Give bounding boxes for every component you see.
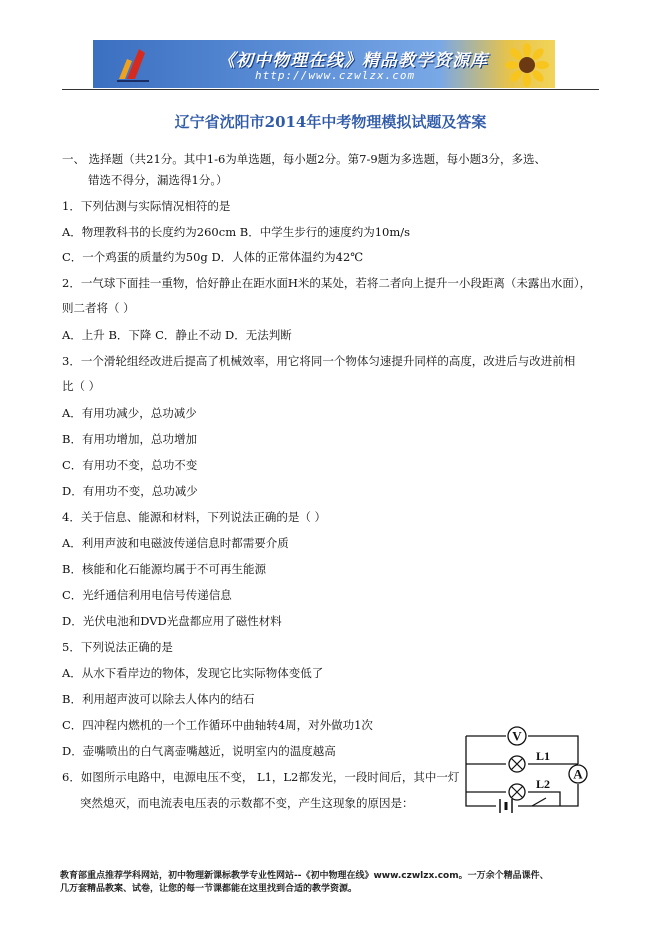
question-1-options-ab: A．物理教科书的长度约为260cm B．中学生步行的速度约为10m/s xyxy=(62,225,411,239)
ammeter-icon xyxy=(569,765,587,783)
question-3-cont: 比（ ） xyxy=(62,379,101,393)
section-heading-cont: 错选不得分，漏选得1分。） xyxy=(88,173,228,187)
question-3-option-c: C．有用功不变，总功不变 xyxy=(62,458,198,472)
question-5-option-c: C．四冲程内燃机的一个工作循环中曲轴转4周，对外做功1次 xyxy=(62,718,373,732)
lamp-2-icon xyxy=(509,784,525,800)
sunflower-icon xyxy=(505,43,549,87)
battery-icon xyxy=(500,799,512,813)
question-5: 5．下列说法正确的是 xyxy=(62,640,173,654)
question-2: 2．一气球下面挂一重物，恰好静止在距水面H米的某处，若将二者向上提升一小段距离（未露出水面）， xyxy=(62,276,592,290)
question-4-option-b: B．核能和化石能源均属于不可再生能源 xyxy=(62,562,266,576)
section-heading: 一、 选择题（共21分。其中1-6为单选题，每小题2分。第7-9题为多选题，每小题3分，多选、 xyxy=(62,152,546,166)
circuit-diagram xyxy=(460,722,590,822)
question-5-option-a: A．从水下看岸边的物体，发现它比实际物体变低了 xyxy=(62,666,324,680)
banner-title: 《初中物理在线》精品教学资源库 xyxy=(218,51,488,71)
question-3-option-d: D．有用功不变，总功减少 xyxy=(62,484,198,498)
question-5-option-b: B．利用超声波可以除去人体内的结石 xyxy=(62,692,255,706)
question-1-options-cd: C．一个鸡蛋的质量约为50g D．人体的正常体温约为42℃ xyxy=(62,250,364,264)
footer-line-2: 几万套精品教案、试卷，让您的每一节课都能在这里找到合适的教学资源。 xyxy=(60,884,358,894)
question-6: 6．如图所示电路中，电源电压不变， L1，L2都发光，一段时间后，其中一灯 xyxy=(62,770,460,784)
header-banner xyxy=(93,40,555,88)
question-6-cont: 突然熄灭，而电流表电压表的示数都不变，产生这现象的原因是： xyxy=(80,796,414,810)
switch-icon xyxy=(532,798,546,806)
banner-url: http://www.czwlzx.com xyxy=(255,69,416,82)
lamp-1-icon xyxy=(509,756,525,772)
document-title: 辽宁省沈阳市2014年中考物理模拟试题及答案 xyxy=(174,113,487,131)
ammeter-label: A xyxy=(573,766,583,782)
question-2-options: A．上升 B．下降 C．静止不动 D．无法判断 xyxy=(62,328,292,342)
lamp-1-label: L1 xyxy=(536,749,551,763)
voltmeter-icon xyxy=(508,727,526,745)
question-4-option-d: D．光伏电池和DVD光盘都应用了磁性材料 xyxy=(62,614,282,628)
question-4: 4．关于信息、能源和材料，下列说法正确的是（ ） xyxy=(62,510,326,524)
question-4-option-a: A．利用声波和电磁波传递信息时都需要介质 xyxy=(62,536,289,550)
footer-line-1: 教育部重点推荐学科网站，初中物理新课标教学专业性网站--《初中物理在线》www.czwlzx.com。一万余个精品课件、 xyxy=(60,871,549,881)
voltmeter-label: V xyxy=(512,728,522,744)
question-4-option-c: C．光纤通信利用电信号传递信息 xyxy=(62,588,232,602)
header-rule xyxy=(62,89,599,90)
question-3-option-b: B．有用功增加，总功增加 xyxy=(62,432,197,446)
question-3-option-a: A．有用功减少，总功减少 xyxy=(62,406,197,420)
question-1: 1．下列估测与实际情况相符的是 xyxy=(62,199,231,213)
question-5-option-d: D．壶嘴喷出的白气离壶嘴越近，说明室内的温度越高 xyxy=(62,744,336,758)
question-3: 3．一个滑轮组经改进后提高了机械效率，用它将同一个物体匀速提升同样的高度，改进后与改进前相 xyxy=(62,354,576,368)
site-logo-icon xyxy=(113,45,153,83)
question-2-cont: 则二者将（ ） xyxy=(62,301,135,315)
lamp-2-label: L2 xyxy=(536,777,551,791)
